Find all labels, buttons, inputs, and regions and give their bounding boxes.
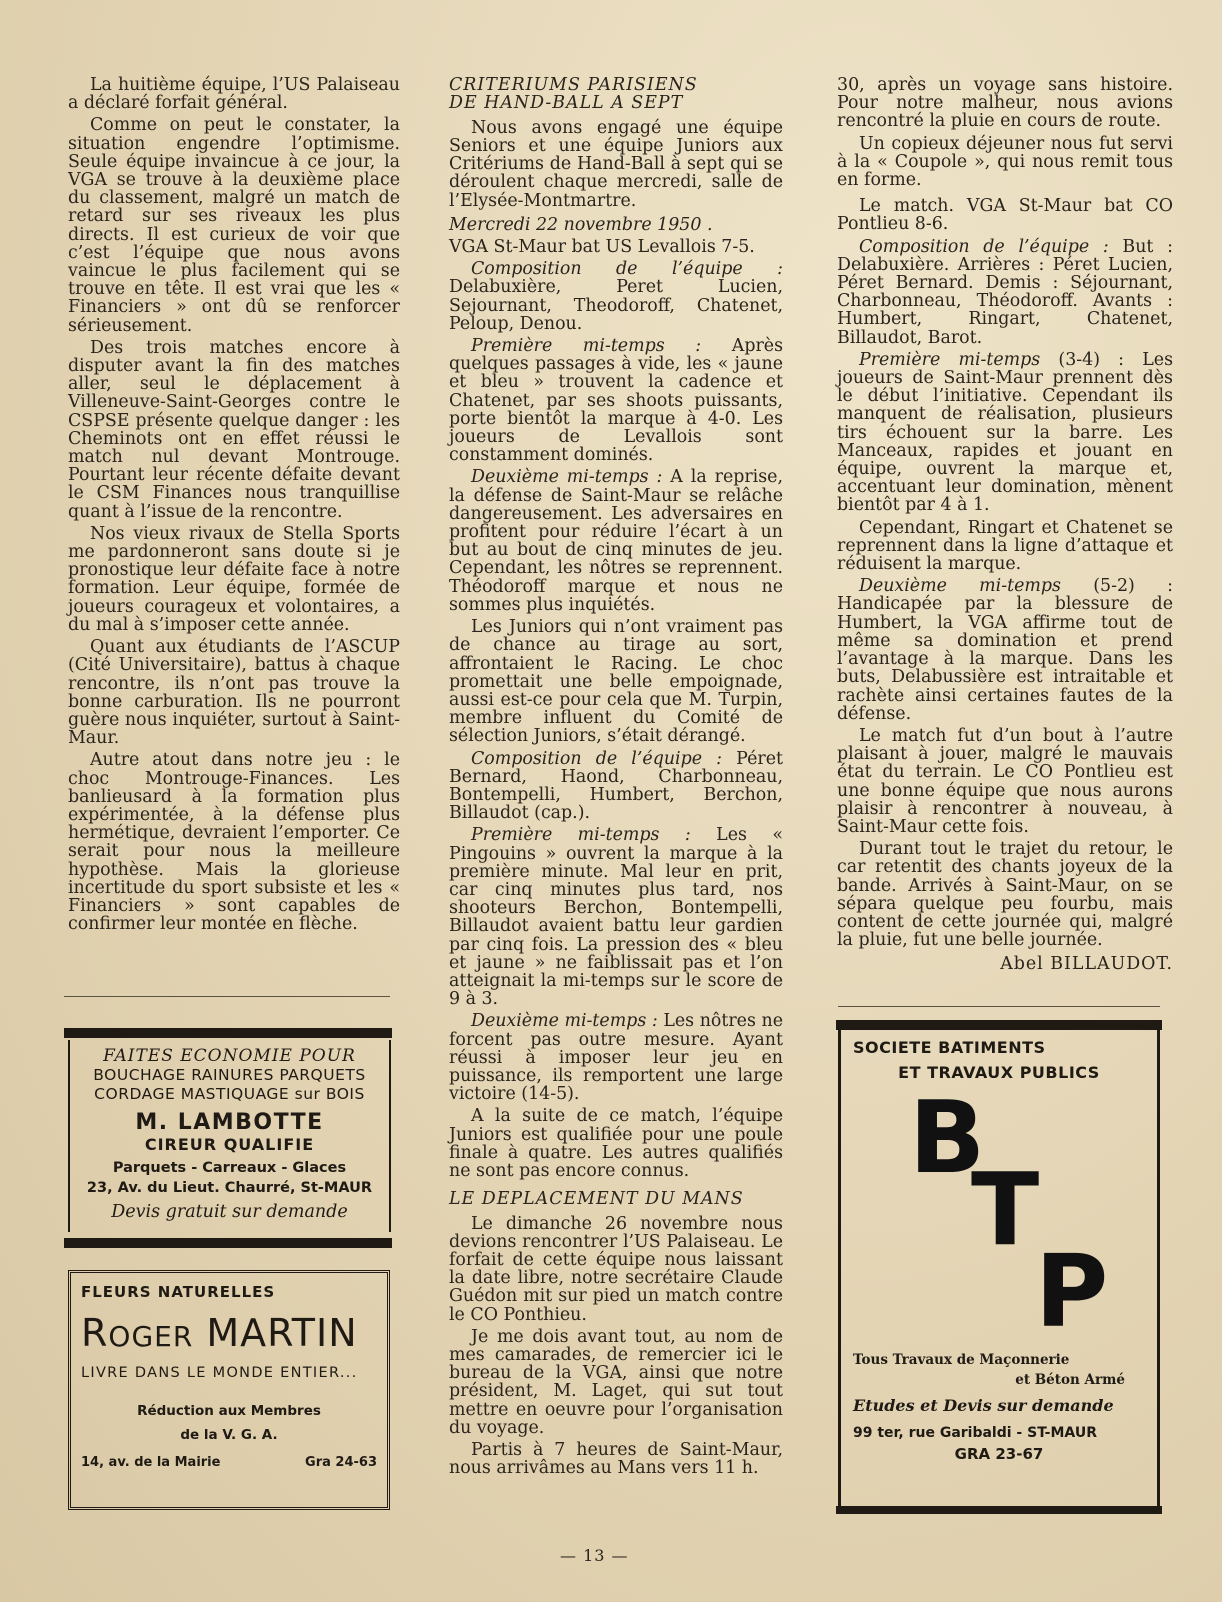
paragraph: Le dimanche 26 novembre nous devions rencontrer l’US Palaiseau. Le forfait de cette équipe nous laissant la date libre, notre secrétaire Claude Guédon mit sur pied un match contre le CO Ponthieu. [449,1213,783,1325]
ad-devis: Devis gratuit sur demande [111,1202,348,1222]
ad-bottom-bar [836,1506,1162,1514]
paragraph: Comme on peut le constater, la situation engendre l’optimisme. Seule équipe invaincue à ce jour, la VGA se trouve à la deuxième place du classement, malgré un match de retard sur ses riveaux les plus directs. Il est curieux de voir que c’est l’équipe que nous avons vaincue le plus facilement qui se trouve en tête. Il est vrai que les « Financiers » ont dû se renforcer sérieusement. [68,115,400,336]
ad-discount: Réduction aux Membres [137,1403,321,1419]
article-column-1 [68,76,400,937]
ad-roger-martin [68,1270,390,1510]
logo-letter-p: P [1035,1233,1109,1350]
label: Deuxième mi-temps : [471,1011,658,1032]
text: Delabuxière, Peret Lucien, Sejournant, Theodoroff, Chatenet, Peloup, Denou. [449,277,783,334]
ad-headline: FLEURS NATURELLES [81,1283,276,1301]
section-heading: CRITERIUMS PARISIENS DE HAND-BALL A SEPT [449,75,698,114]
paragraph: Partis à 7 heures de Saint-Maur, nous arrivâmes au Mans vers 11 h. [449,1440,783,1479]
paragraph: Je me dois avant tout, au nom de mes camarades, de remercier ici le bureau de la VGA, ainsi que notre président, M. Laget, qui sut tout mettre en oeuvre pour l’organisation du voyage. [449,1326,783,1438]
ad-phone: GRA 23-67 [954,1445,1044,1463]
column-divider-rule [64,996,390,997]
logo-letter-b: B [909,1079,986,1196]
ad-address: 23, Av. du Lieut. Chaurré, St-MAUR [86,1180,373,1196]
ad-company-name [81,1311,377,1359]
paragraph: Autre atout dans notre jeu : le choc Montrouge-Finances. Les banlieusard à la formation plus expérimentée, à la défense plus hermétique, devraient l’emporter. Ce serait pour nous la meilleure hypothèse. Mais la glorieuse incertitude du sport subsiste et les « Financiers » sont capables de confirmer leur montée en flèche. [68,750,400,935]
ad-contact [81,1455,377,1470]
article-column-3 [837,76,1173,974]
logo-letter-t: T [971,1151,1040,1268]
ad-company-name: M. LAMBOTTE [135,1110,324,1135]
text: A la reprise, la défense de Saint-Maur se relâche dangereusement. Les adversaires en profitent pour réduire l’écart à un but au bout de cinq minutes de jeu. Cependant, les nôtres se reprennent. Théodoroff marque et nous ne sommes plus inquiétés. [449,467,783,615]
paragraph [449,337,783,464]
label: Composition de l’équipe : [471,748,723,769]
ad-discount-members: de la V. G. A. [180,1427,278,1443]
ad-headline: SOCIETE BATIMENTS [853,1038,1046,1057]
match-result: VGA St-Maur bat US Levallois 7-5. [449,237,755,258]
ad-top-bar [836,1020,1162,1030]
paragraph [449,468,783,614]
ad-phone: Gra 24-63 [305,1455,377,1470]
paragraph: Un copieux déjeuner nous fut servi à la « Coupole », qui nous remit tous en forme. [837,133,1173,191]
paragraph [837,577,1173,723]
text: Péret Bernard, Haond, Charbonneau, Bontempelli, Humbert, Berchon, Billaudot (cap.). [449,748,783,824]
page-number: — 13 — [560,1546,629,1565]
label: Composition de l’équipe : [859,236,1109,257]
column-divider-rule [838,1006,1160,1007]
paragraph [837,238,1173,347]
text: But : Delabuxière. Arrières : Péret Lucien, Péret Bernard. Demis : Séjournant, Charbonneau, Théodoroff. Avants : Humbert, Ringart, Chatenet, Billaudot, Barot. [837,236,1173,348]
name-rest: OGER [108,1320,194,1353]
paragraph [449,750,783,823]
ad-line: Tous Travaux de Maçonnerie [853,1352,1070,1368]
match-date: Mercredi 22 novembre 1950 . [449,214,713,235]
ad-line: et Béton Armé [1015,1372,1125,1388]
paragraph: Le match fut d’un bout à l’autre plaisant à jouer, malgré le mauvais état du terrain. Le CO Pontlieu est une bonne équipe que nous aurons plaisir à rencontrer à nouveau, à Saint-Maur cette fois. [837,725,1173,837]
paragraph [449,826,783,1008]
paragraph [449,1012,783,1103]
paragraph: Durant tout le trajet du retour, le car retentit des chants joyeux de la bande. Arrivés à Saint-Maur, on se sépara quelque peu fourbu, mais content de cette journée qui, malgré la pluie, fut une belle journée. [837,839,1173,951]
ad-headline: FAITES ECONOMIE POUR [103,1046,356,1066]
paragraph: Les Juniors qui n’ont vraiment pas de chance au tirage au sort, affrontaient le Racing. Le choc promettait une belle empoignade, aussi est-ce pour cela que M. Turpin, membre influent du Comité de sélection Juniors, s’était dérangé. [449,617,783,747]
author-signature: Abel BILLAUDOT. [1000,954,1173,975]
paragraph [837,351,1173,515]
label: Composition de l’équipe : [471,259,783,280]
ad-devis: Etudes et Devis sur demande [853,1396,1114,1415]
ad-tagline: LIVRE DANS LE MONDE ENTIER... [81,1365,358,1381]
name-last: MARTIN [206,1311,358,1355]
paragraph: 30, après un voyage sans histoire. Pour notre malheur, nous avions rencontré la pluie en cours de route. [837,75,1173,132]
text: (3-4) : Les joueurs de Saint-Maur prennent dès le début l’initiative. Cependant ils manquent de réalisation, plusieurs tirs échouent sur la barre. Les Manceaux, rapides et jouant en équipe, ouvrent la marque et, accentuant leur domination, mènent bientôt par 4 à 1. [837,349,1173,516]
label: Deuxième mi-temps [859,576,1061,597]
paragraph: Le match. VGA St-Maur bat CO Pontlieu 8-6. [837,196,1173,235]
label: Première mi-temps : [471,336,702,357]
paragraph: La huitième équipe, l’US Palaiseau a déclaré forfait général. [68,75,400,114]
ad-headline-2: ET TRAVAUX PUBLICS [898,1063,1100,1082]
text: Les nôtres ne forcent pas outre mesure. Ayant réussi à imposer leur jeu en puissance, ils remportent une large victoire (14-5). [449,1011,783,1105]
paragraph: Quant aux étudiants de l’ASCUP (Cité Universitaire), battus à chaque rencontre, ils n’ont pas trouve la bonne carburation. Ils ne pourront guère nous inquiéter, surtout à Saint-Maur. [68,637,400,749]
label: Première mi-temps [859,349,1041,370]
text: Les « Pingouins » ouvrent la marque à la première minute. Mal leur en prit, car cinq minutes plus tard, nos shooteurs Berchon, Bontempelli, Billaudot avaient battu leur gardien par cinq fois. La pression des « bleu et jaune » ne faiblissait pas et l’on atteignait la mi-temps sur le score de 9 à 3. [449,825,783,1010]
name-initial: R [81,1311,109,1355]
article-column-2 [449,76,783,1481]
ad-btp [838,1030,1160,1512]
paragraph: Nous avons engagé une équipe Seniors et une équipe Juniors aux Critériums de Hand-Ball à sept qui se déroulent chaque mercredi, salle de l’Elysée-Montmartre. [449,117,783,211]
btp-logo [853,1079,1145,1352]
label: Deuxième mi-temps : [471,467,663,488]
ad-line: CORDAGE MASTIQUAGE sur BOIS [94,1085,365,1103]
ad-bottom-bar [64,1238,392,1248]
text: (5-2) : Handicapée par la blessure de Humbert, la VGA affirme tout de même sa domination et prend l’avantage à la marque. Dans les buts, Delabussière est intraitable et rachète ainsi certaines fautes de la défense. [837,576,1173,724]
section-heading: LE DEPLACEMENT DU MANS [449,1189,744,1210]
ad-address: 14, av. de la Mairie [81,1455,221,1470]
paragraph: A la suite de ce match, l’équipe Juniors est qualifiée pour une poule finale à quatre. Les autres qualifiés ne sont pas encore connus. [449,1106,783,1181]
ad-services: Parquets - Carreaux - Glaces [112,1160,347,1176]
paragraph [449,260,783,333]
paragraph: Nos vieux rivaux de Stella Sports me pardonneront sans doute si je pronostique leur défaite face à notre formation. Leur équipe, formée de joueurs courageux et volontaires, a du mal à s’imposer cette année. [68,523,400,635]
ad-title: CIREUR QUALIFIE [144,1135,315,1154]
ad-line: BOUCHAGE RAINURES PARQUETS [93,1066,366,1084]
ad-lambotte [68,1040,391,1232]
paragraph: Des trois matches encore à disputer avant la fin des matches aller, seul le déplacement à Villeneuve-Saint-Georges contre le CSPSE présente quelque danger : les Cheminots ont en effet réussi le match nul devant Montrouge. Pourtant leur récente défaite devant le CSM Finances nous tranquillise quant à l’issue de la rencontre. [68,337,400,522]
ad-top-bar [64,1028,392,1038]
paragraph: Cependant, Ringart et Chatenet se reprennent dans la ligne d’attaque et réduisent la marque. [837,517,1173,575]
label: Première mi-temps : [471,825,691,846]
text: Après quelques passages à vide, les « jaune et bleu » trouvent la cadence et Chatenet, par ses shoots puissants, porte bientôt la marque à 4-0. Les joueurs de Levallois sont constamment dominés. [449,336,783,466]
ad-address: 99 ter, rue Garibaldi - ST-MAUR [853,1425,1097,1441]
